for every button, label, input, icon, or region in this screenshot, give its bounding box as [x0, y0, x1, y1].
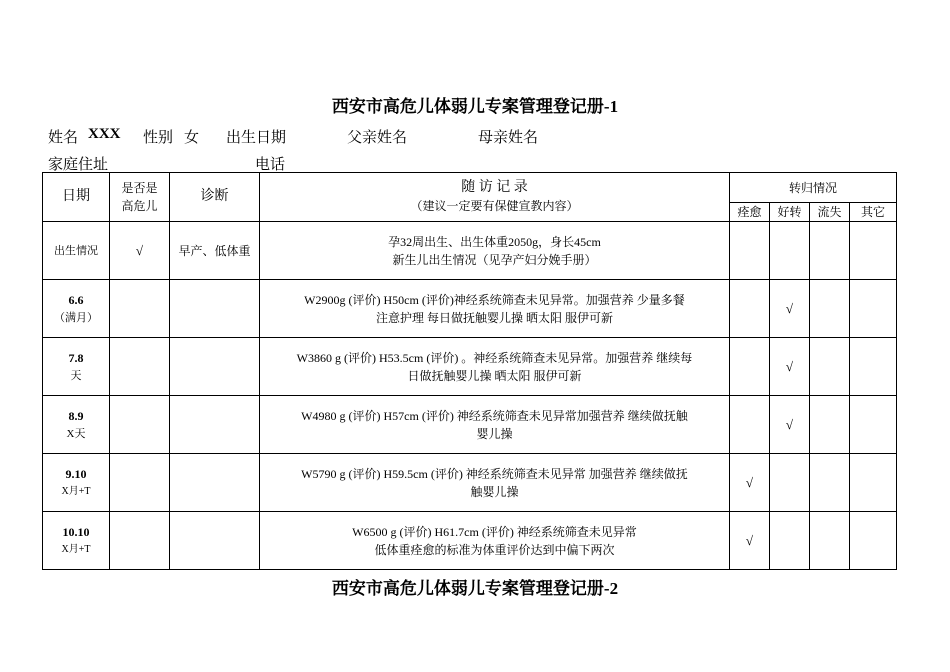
cured-cell [730, 338, 770, 396]
header-record-title: 随 访 记 录 [461, 180, 528, 195]
other-cell [850, 280, 897, 338]
improved-cell [770, 222, 810, 280]
record-cell [260, 396, 730, 454]
date-cell [43, 396, 110, 454]
diagnosis-cell [170, 512, 260, 570]
other-cell [850, 454, 897, 512]
cured-cell [730, 396, 770, 454]
page-title-1: 西安市高危儿体弱儿专案管理登记册-1 [331, 97, 619, 116]
date-sub: （满月） [54, 311, 98, 324]
date-sub: 天 [70, 369, 82, 382]
record-line: 注意护理 每日做抚触婴儿操 晒太阳 服伊可新 [375, 310, 613, 325]
header-cured: 痊愈 [730, 203, 770, 222]
date-sub: X月+T [61, 543, 91, 555]
diagnosis-cell [170, 454, 260, 512]
header-improved: 好转 [770, 203, 810, 222]
high-risk-cell [110, 338, 170, 396]
header-high-risk-line2: 高危儿 [121, 199, 158, 213]
table-row [43, 338, 897, 396]
high-risk-cell [110, 512, 170, 570]
table-row [43, 512, 897, 570]
record-line: W2900g (评价) H50cm (评价)神经系统筛查未见异常。加强营养 少量多餐 [304, 292, 685, 307]
cured-cell: √ [730, 454, 770, 512]
gender-label: 性别 [143, 130, 174, 146]
other-cell [850, 512, 897, 570]
header-high-risk-line1: 是否是 [121, 181, 158, 195]
birth-date-label: 出生日期 [226, 130, 287, 146]
cured-cell [730, 222, 770, 280]
record-cell [260, 280, 730, 338]
diagnosis-cell: 早产、低体重 [170, 222, 260, 280]
cured-cell [730, 280, 770, 338]
header-outcome: 转归情况 [730, 173, 897, 203]
date-main: 7.8 [68, 350, 84, 365]
record-line: W3860 g (评价) H53.5cm (评价) 。神经系统筛查未见异常。加强营养 继续每 [296, 350, 693, 365]
name-value: XXX [88, 126, 121, 142]
cured-cell: √ [730, 512, 770, 570]
date-cell [43, 454, 110, 512]
diagnosis-cell [170, 280, 260, 338]
lost-cell [810, 512, 850, 570]
other-cell [850, 222, 897, 280]
record-cell [260, 222, 730, 280]
improved-cell: √ [770, 338, 810, 396]
father-name-label: 父亲姓名 [347, 130, 408, 146]
date-sub: X月+T [61, 485, 91, 497]
date-main: 6.6 [68, 292, 84, 307]
date-sub: 出生情况 [54, 244, 98, 257]
page-title-2: 西安市高危儿体弱儿专案管理登记册-2 [331, 579, 619, 598]
lost-cell [810, 280, 850, 338]
date-cell [43, 512, 110, 570]
diagnosis-cell [170, 396, 260, 454]
other-cell [850, 396, 897, 454]
other-cell [850, 338, 897, 396]
header-record-note: （建议一定要有保健宣教内容） [410, 199, 579, 213]
record-cell [260, 512, 730, 570]
registry-table [42, 172, 897, 570]
record-line: W5790 g (评价) H59.5cm (评价) 神经系统筛查未见异常 加强营养 继续做抚 [301, 466, 688, 481]
improved-cell: √ [770, 280, 810, 338]
lost-cell [810, 222, 850, 280]
record-line: 孕32周出生、出生体重2050g，身长45cm [388, 234, 601, 249]
table-row [43, 396, 897, 454]
header-lost: 流失 [810, 203, 850, 222]
table-row [43, 222, 897, 280]
lost-cell [810, 396, 850, 454]
gender-value: 女 [184, 130, 200, 146]
improved-cell [770, 454, 810, 512]
date-cell [43, 280, 110, 338]
high-risk-cell: √ [110, 222, 170, 280]
header-date: 日期 [43, 173, 110, 222]
improved-cell [770, 512, 810, 570]
date-sub: X天 [66, 427, 86, 440]
date-main: 8.9 [68, 408, 84, 423]
header-follow-up-record [260, 173, 730, 222]
lost-cell [810, 454, 850, 512]
date-cell [43, 222, 110, 280]
date-main: 10.10 [62, 524, 90, 539]
record-cell [260, 338, 730, 396]
record-line: 日做抚触婴儿操 晒太阳 服伊可新 [407, 368, 582, 383]
high-risk-cell [110, 396, 170, 454]
name-label: 姓名 [48, 130, 79, 146]
date-cell [43, 338, 110, 396]
header-diagnosis: 诊断 [170, 173, 260, 222]
mother-name-label: 母亲姓名 [478, 130, 539, 146]
record-line: W4980 g (评价) H57cm (评价) 神经系统筛查未见异常加强营养 继续做抚触 [301, 408, 688, 423]
address-label: 家庭住址 [48, 157, 109, 173]
record-line: 婴儿操 [476, 426, 513, 441]
improved-cell: √ [770, 396, 810, 454]
date-main: 9.10 [65, 466, 87, 481]
record-cell [260, 454, 730, 512]
high-risk-cell [110, 280, 170, 338]
record-line: 触婴儿操 [470, 484, 519, 499]
header-high-risk [110, 173, 170, 222]
header-other: 其它 [850, 203, 897, 222]
phone-label: 电话 [255, 157, 286, 173]
record-line: 新生儿出生情况（见孕产妇分娩手册） [392, 252, 597, 267]
record-line: W6500 g (评价) H61.7cm (评价) 神经系统筛查未见异常 [352, 524, 637, 539]
table-row [43, 280, 897, 338]
high-risk-cell [110, 454, 170, 512]
table-row [43, 454, 897, 512]
record-line: 低体重痊愈的标准为体重评价达到中偏下两次 [374, 542, 615, 557]
diagnosis-cell [170, 338, 260, 396]
lost-cell [810, 338, 850, 396]
